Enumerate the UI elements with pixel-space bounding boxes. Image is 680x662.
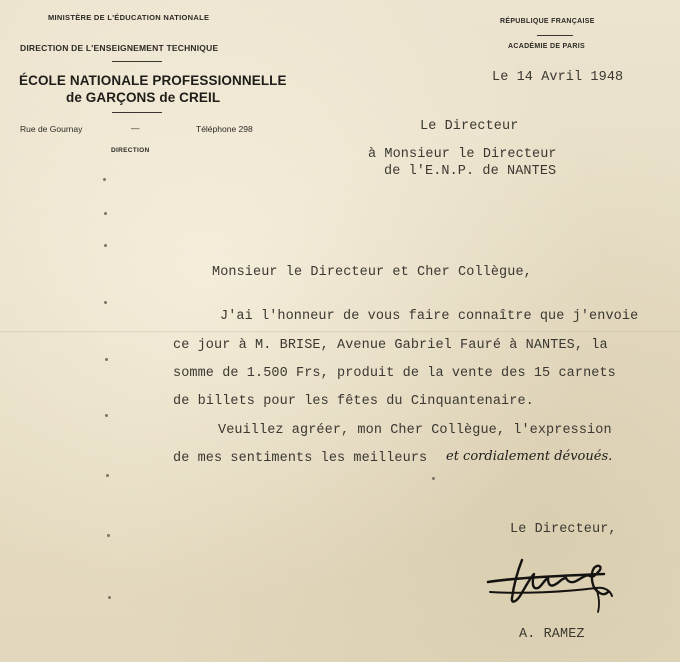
punch-mark <box>106 474 109 477</box>
school-name: ÉCOLE NATIONALE PROFESSIONNELLE <box>19 73 287 88</box>
school-name-line2: de GARÇONS de CREIL <box>66 90 221 105</box>
salutation: Monsieur le Directeur et Cher Collègue, <box>212 265 532 280</box>
academy-heading: ACADÉMIE DE PARIS <box>508 43 585 50</box>
body-line: Veuillez agréer, mon Cher Collègue, l'expression <box>218 423 612 438</box>
punch-mark <box>108 596 111 599</box>
handwritten-addition: et cordialement dévoués. <box>446 449 613 464</box>
punch-mark <box>104 212 107 215</box>
body-line: de mes sentiments les meilleurs <box>173 451 428 466</box>
closing-title: Le Directeur, <box>510 522 617 537</box>
ministry-heading: MINISTÈRE DE L'ÉDUCATION NATIONALE <box>48 13 210 22</box>
body-line: J'ai l'honneur de vous faire connaître que j'envoie <box>220 309 639 324</box>
body-line: somme de 1.500 Frs, produit de la vente des 15 carnets <box>173 366 616 381</box>
punch-mark <box>107 534 110 537</box>
body-line: ce jour à M. BRISE, Avenue Gabriel Fauré à NANTES, la <box>173 338 608 353</box>
punch-mark <box>105 414 108 417</box>
address-separator: — <box>131 123 140 133</box>
letter-date: Le 14 Avril 1948 <box>492 70 624 85</box>
punch-mark <box>104 301 107 304</box>
letterhead-rule <box>537 35 573 36</box>
direction-heading: DIRECTION DE L'ENSEIGNEMENT TECHNIQUE <box>20 43 219 53</box>
school-address: Rue de Gournay <box>20 124 83 134</box>
signature-mark <box>484 552 624 622</box>
punch-mark <box>432 477 435 480</box>
body-line: de billets pour les fêtes du Cinquantenaire. <box>173 394 534 409</box>
recipient-line1: à Monsieur le Directeur <box>368 147 557 162</box>
letterhead-rule <box>112 61 162 62</box>
republic-heading: RÉPUBLIQUE FRANÇAISE <box>500 18 595 25</box>
punch-mark <box>104 244 107 247</box>
signatory-name: A. RAMEZ <box>519 627 585 642</box>
office-label: DIRECTION <box>111 147 150 154</box>
punch-mark <box>105 358 108 361</box>
letterhead-rule <box>112 112 162 113</box>
punch-mark <box>103 178 106 181</box>
recipient-line2: de l'E.N.P. de NANTES <box>384 164 557 179</box>
paper-fold <box>0 331 680 333</box>
sender-title: Le Directeur <box>420 119 519 134</box>
school-phone: Téléphone 298 <box>196 124 253 134</box>
